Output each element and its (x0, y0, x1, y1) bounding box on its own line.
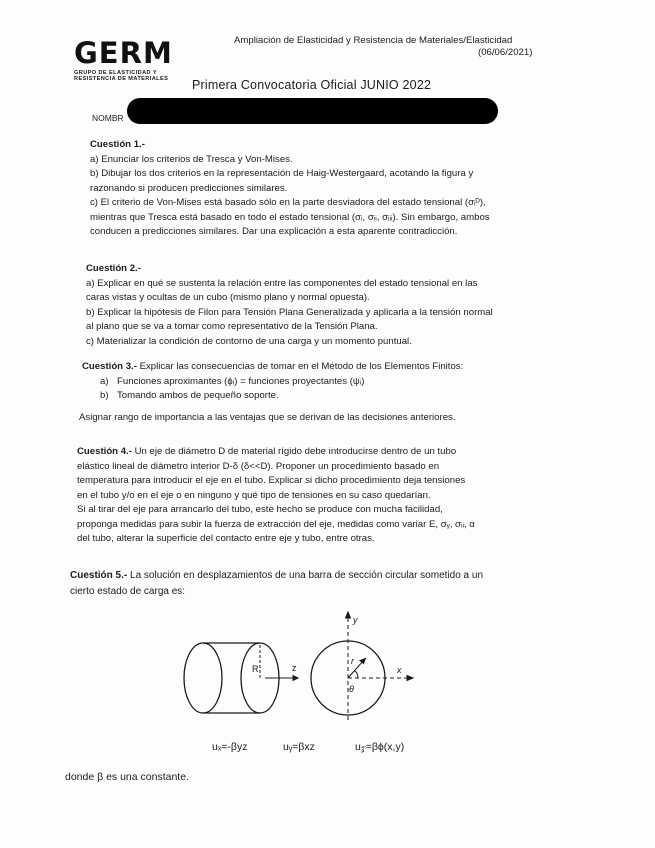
q4-first: Un eje de diámetro D de material rígido debe introducirse dentro de un tubo (131, 446, 457, 457)
q2-line: a) Explicar en qué se sustenta la relación entre las componentes del estado tensional en las (86, 277, 478, 289)
bar-diagram (170, 610, 430, 725)
logo-subtitle (74, 70, 168, 82)
q1-line: mientras que Tresca está basado en todo el estado tensional (σᵢ, σᵢᵢ, σᵢᵢᵢ). Sin embargo, ambos (90, 211, 490, 223)
q3-intro: Explicar las consecuencias de tomar en el Método de los Elementos Finitos: (136, 361, 464, 372)
z-axis-arrow (293, 676, 298, 681)
theta-arc (355, 671, 359, 679)
label-theta: θ (349, 684, 354, 694)
q1-line: a) Enunciar los criterios de Tresca y Von-Mises. (90, 153, 293, 165)
q2-title: Cuestión 2.- (86, 263, 141, 274)
q2-line: al plano que se va a tomar como representativo de la Tensión Plana. (86, 321, 378, 332)
q4-line: proponga medidas para subir la fuerza de extracción del eje, medidas como variar E, σᵧ, σᵢᵢ, α (77, 518, 475, 530)
q4-line: elástico lineal de diámetro interior D-δ (δ<<D). Proponer un procedimiento basado en (77, 460, 440, 472)
exam-date: (06/06/2021) (478, 47, 533, 58)
name-redaction (127, 98, 498, 124)
q3-item-text: Tomando ambos de pequeño soporte. (117, 390, 279, 401)
cylinder-left-end (184, 643, 222, 713)
label-r: r (351, 656, 354, 666)
q1-title: Cuestión 1.- (90, 139, 145, 150)
label-y: y (353, 615, 358, 625)
q3-title: Cuestión 3.- (82, 361, 137, 372)
logo-sub-line-1: GRUPO DE ELASTICIDAD Y (74, 70, 157, 76)
q5-second: cierto estado de carga es: (70, 586, 186, 597)
q2-line: b) Explicar la hipótesis de Filon para Tensión Plana Generalizada y aplicarla a la tensión normal (86, 306, 493, 318)
formula-uz: u𝓏=βϕ(x,y) (355, 741, 405, 753)
q3-item-a (82, 375, 463, 390)
q3-intro-line (82, 360, 463, 375)
q1-line: razonando si producen predicciones similares. (90, 182, 288, 194)
question-4 (77, 445, 475, 547)
q5-first: La solución en desplazamientos de una barra de sección circular sometido a un (127, 570, 484, 581)
question-2 (86, 262, 493, 349)
label-R: R (252, 664, 259, 674)
question-3 (82, 360, 463, 404)
q3-closing: Asignar rango de importancia a las ventajas que se derivan de las decisiones anteriores. (79, 412, 456, 423)
nombre-label: NOMBR (92, 113, 124, 123)
logo-sub-line-2: RESISTENCIA DE MATERIALES (74, 76, 169, 82)
q4-title: Cuestión 4.- (77, 446, 132, 457)
q3-item-label: a) (100, 375, 109, 387)
q4-line: del tubo, alterar la superficie del contacto entre eje y tubo, entre otras. (77, 533, 375, 544)
q1-line: c) El criterio de Von-Mises está basado sólo en la parte desviadora del estado tensional (σᵢᴰ), (90, 197, 486, 208)
question-5 (70, 568, 483, 600)
q5-title: Cuestión 5.- (70, 570, 128, 581)
formula-uy: uᵧ=βxz (283, 741, 315, 753)
q1-line: b) Dibujar los dos criterios en la representación de Haig-Westergaard, acotando la figura y (90, 168, 474, 179)
course-title: Ampliación de Elasticidad y Resistencia de Materiales/Elasticidad (234, 35, 513, 46)
germ-logo (74, 38, 204, 88)
q2-line: c) Materializar la condición de contorno de una carga y un momento puntual. (86, 335, 412, 347)
q2-line: caras vistas y ocultas de un cubo (mismo plano y normal opuesta). (86, 292, 370, 303)
formula-ux: uₓ=-βyz (212, 741, 248, 753)
constant-note: donde β es una constante. (65, 771, 189, 783)
q4-first-line (77, 445, 475, 460)
label-z: z (292, 663, 297, 673)
r-vector-arrow (360, 659, 366, 664)
q3-item-label: b) (100, 390, 109, 401)
q1-line: conducen a predicciones similares. Dar una explicación a esta aparente contradicción. (90, 226, 458, 237)
q4-line: en el tubo y/o en el eje o en ninguno y qué tipo de tensiones en su caso quedarían. (77, 489, 431, 501)
q5-first-line (70, 568, 483, 584)
convocatoria-title: Primera Convocatoria Oficial JUNIO 2022 (192, 78, 432, 92)
question-1 (90, 138, 490, 240)
q3-item-text: Funciones aproximantes (ϕᵢ) = funciones proyectantes (ψᵢ) (117, 375, 365, 387)
x-axis-arrow (407, 676, 413, 681)
q4-line: Si al tirar del eje para arrancarlo del tubo, este hecho se produce con mucha facilidad, (77, 504, 443, 515)
q4-line: temperatura para introducir el eje en el tubo. Explicar si dicho procedimiento deja tensiones (77, 475, 466, 486)
label-x: x (397, 665, 402, 675)
logo-text: GERM (74, 36, 173, 70)
q3-item-b (82, 389, 463, 404)
y-axis-arrow (346, 612, 351, 618)
